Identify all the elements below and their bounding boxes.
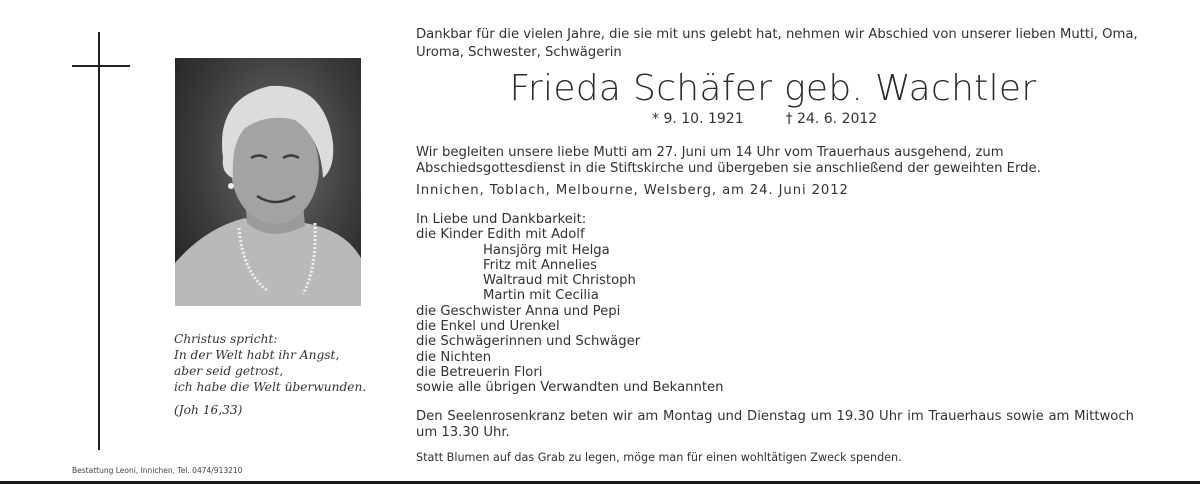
- mourner-line: Waltraud mit Christoph: [483, 273, 636, 289]
- place-date: Innichen, Toblach, Melbourne, Welsberg, am 24. Juni 2012: [416, 183, 849, 198]
- quote-line: aber seid getrost,: [174, 364, 284, 378]
- mourner-line: sowie alle übrigen Verwandten und Bekannten: [416, 380, 724, 396]
- funeral-home-contact: Bestattung Leoni, Innichen, Tel. 0474/913210: [72, 466, 243, 475]
- life-dates: [652, 111, 877, 127]
- cross-icon-bar: [72, 65, 130, 67]
- quote-line: ich habe die Welt überwunden.: [174, 380, 367, 394]
- quote-line: In der Welt habt ihr Angst,: [174, 348, 340, 362]
- deceased-name: Frieda Schäfer geb. Wachtler: [509, 68, 1037, 109]
- mourner-line: die Geschwister Anna und Pepi: [416, 303, 621, 319]
- mourner-line: In Liebe und Dankbarkeit:: [416, 212, 587, 227]
- service-text: Wir begleiten unsere liebe Mutti am 27. Juni um 14 Uhr vom Trauerhaus ausgehend, zum Abschiedsgottesdienst in die Stiftskirche und übergeben sie anschließend der geweihten Erde.: [416, 145, 1041, 176]
- intro-text: Dankbar für die vielen Jahre, die sie mit uns gelebt hat, nehmen wir Abschied von unserer lieben Mutti, Oma, Uroma, Schwester, Schwägerin: [416, 27, 1138, 60]
- rosary-text: Den Seelenrosenkranz beten wir am Montag und Dienstag um 19.30 Uhr im Trauerhaus sowie am Mittwoch um 13.30 Uhr.: [416, 409, 1134, 440]
- mourners-list: [416, 212, 724, 396]
- death-date: † 24. 6. 2012: [785, 111, 878, 127]
- bible-quote: [174, 331, 366, 418]
- mourner-line: die Enkel und Urenkel: [416, 319, 560, 335]
- mourner-line: die Schwägerinnen und Schwäger: [416, 334, 641, 350]
- flowers-note: Statt Blumen auf das Grab zu legen, möge man für einen wohltätigen Zweck spenden.: [416, 451, 902, 464]
- mourner-line: Fritz mit Annelies: [483, 257, 598, 273]
- portrait-photo: [175, 58, 361, 306]
- quote-reference: (Joh 16,33): [174, 403, 243, 417]
- cross-icon: [98, 32, 100, 450]
- quote-line: Christus spricht:: [174, 332, 278, 346]
- mourner-line: Martin mit Cecilia: [483, 288, 599, 304]
- mourner-line: die Betreuerin Flori: [416, 364, 543, 380]
- mourner-line: die Nichten: [416, 349, 492, 365]
- mourner-line: Hansjörg mit Helga: [483, 242, 610, 258]
- mourner-line: die Kinder Edith mit Adolf: [416, 227, 585, 243]
- birth-date: * 9. 10. 1921: [652, 111, 744, 127]
